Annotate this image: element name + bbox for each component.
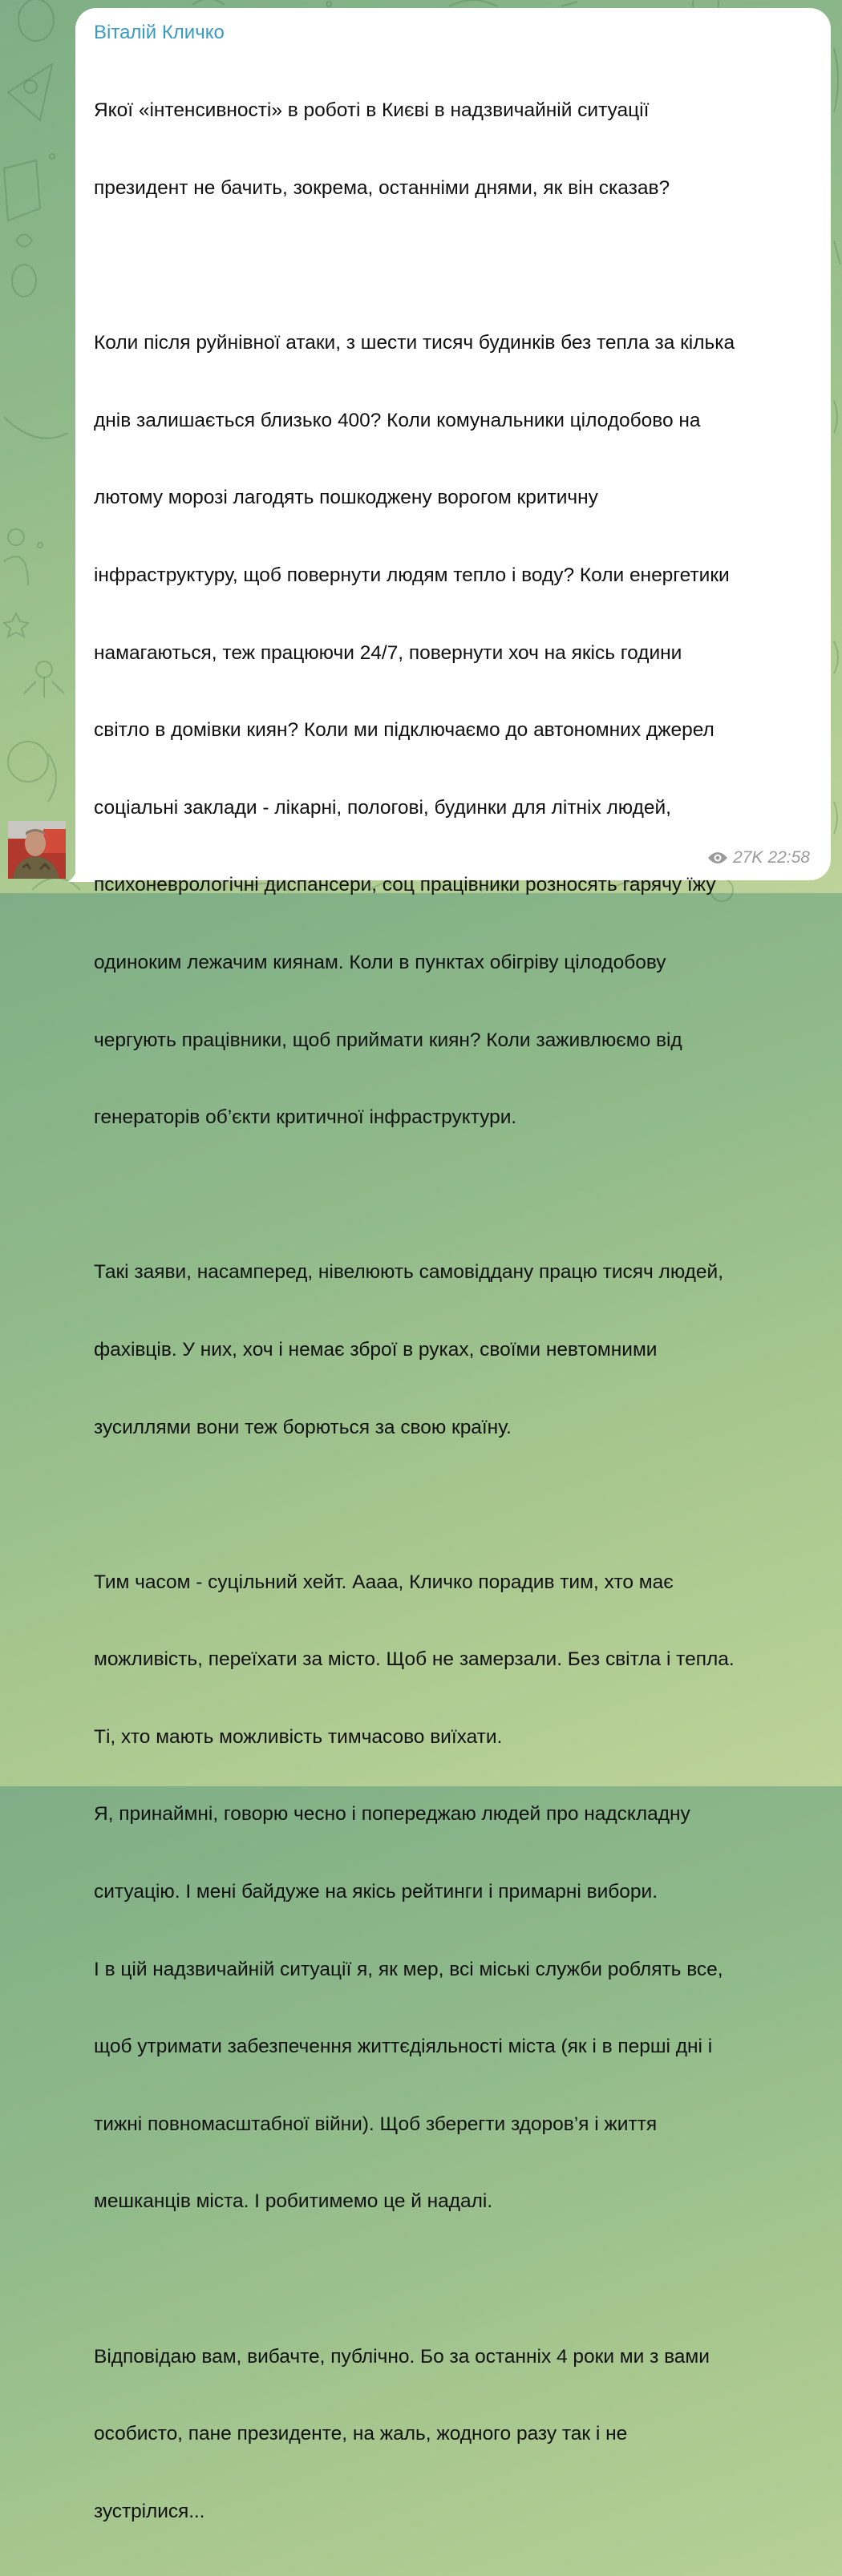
paragraph-gap: [94, 1183, 813, 1208]
text-line: особисто, пане президенте, на жаль, жодного разу так і не: [94, 2423, 628, 2445]
text-line: днів залишається близько 400? Коли комунальники цілодобово на: [94, 409, 701, 431]
text-line: президент не бачить, зокрема, останніми днями, як він сказав?: [94, 177, 670, 199]
text-line: фахівців. У них, хоч і немає зброї в руках, своїми невтомними: [94, 1338, 658, 1361]
view-count: 27K: [733, 848, 763, 867]
message-bubble: [75, 8, 831, 2522]
text-line: Такі заяви, насамперед, нівелюють самовіддану працю тисяч людей,: [94, 1261, 723, 1284]
text-line: щоб утримати забезпечення життєдіяльності міста (як і в перші дні і: [94, 2036, 713, 2058]
avatar-photo: [8, 821, 66, 879]
text-line: чергують працівники, щоб приймати киян? Коли заживлюємо від: [94, 1029, 682, 1051]
paragraph-gap: [94, 253, 813, 279]
message-time: 22:58: [767, 848, 810, 867]
text-line: Коли після руйнівної атаки, з шести тисяч будинків без тепла за кілька: [94, 332, 735, 354]
text-line: одиноким лежачим киянам. Коли в пунктах обігріву цілодобову: [94, 951, 666, 973]
text-line: зустрілися...: [94, 2500, 205, 2522]
text-line: ситуацію. І мені байдуже на якісь рейтинги і примарні вибори.: [94, 1881, 658, 1903]
text-line: соціальні заклади - лікарні, пологові, будинки для літніх людей,: [94, 796, 671, 819]
sender-avatar[interactable]: [8, 821, 66, 879]
text-line: Якої «інтенсивності» в роботі в Києві в надзвичайній ситуації: [94, 99, 650, 122]
eye-icon: [707, 851, 728, 865]
text-line: Ті, хто мають можливість тимчасово виїхати.: [94, 1725, 503, 1748]
paragraph-gap: [94, 2267, 813, 2292]
text-line: генераторів об’єкти критичної інфраструктури.: [94, 1106, 517, 1129]
text-line: Я, принаймні, говорю чесно і попереджаю людей про надскладну: [94, 1803, 690, 1826]
text-line: можливість, переїхати за місто. Щоб не замерзали. Без світла і тепла.: [94, 1648, 735, 1671]
text-line: психоневрологічні диспансери, соц працівники розносять гарячу їжу: [94, 874, 716, 896]
text-line: лютому морозі лагодять пошкоджену ворогом критичну: [94, 487, 598, 509]
text-line: інфраструктуру, щоб повернути людям тепло і воду? Коли енергетики: [94, 564, 730, 586]
message-meta: [707, 848, 810, 867]
text-line: світло в домівки киян? Коли ми підключаємо до автономних джерел: [94, 719, 714, 742]
sender-name[interactable]: Віталій Кличко: [94, 22, 225, 43]
message-text: [94, 47, 813, 2576]
text-line: тижні повномасштабної війни). Щоб зберегти здоров’я і життя: [94, 2113, 658, 2135]
text-line: І в цій надзвичайній ситуації я, як мер, всі міські служби роблять все,: [94, 1958, 723, 1980]
text-line: намагаються, теж працюючи 24/7, повернути хоч на якісь години: [94, 641, 682, 664]
text-line: Відповідаю вам, вибачте, публічно. Бо за останніх 4 роки ми з вами: [94, 2345, 710, 2368]
text-line: мешканців міста. І робитимемо це й надалі.: [94, 2190, 493, 2213]
text-line: зусиллями вони теж борються за свою країну.: [94, 1416, 512, 1438]
paragraph-gap: [94, 1492, 813, 1518]
text-line: Тим часом - суцільний хейт. Аааа, Кличко порадив тим, хто має: [94, 1571, 674, 1593]
